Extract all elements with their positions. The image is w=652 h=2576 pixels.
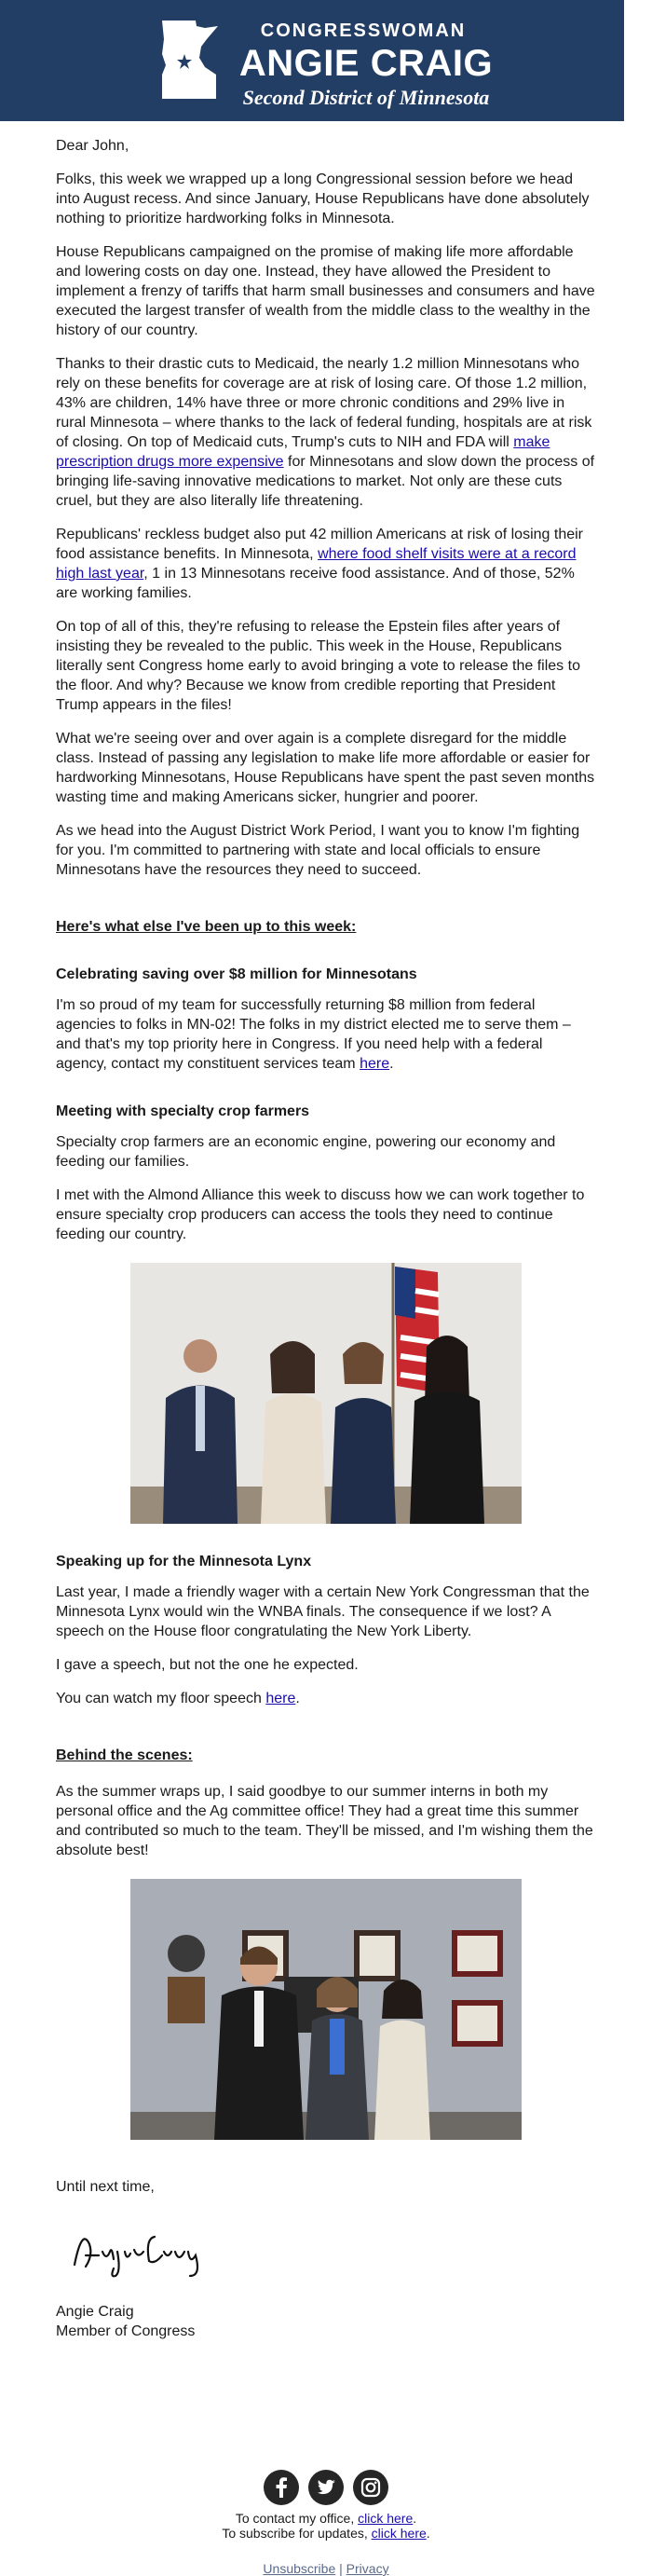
paragraph-medicaid xyxy=(56,354,596,511)
header-district: Second District of Minnesota xyxy=(242,86,490,109)
paragraph-savings xyxy=(56,995,596,1074)
update-heading: Here's what else I've been up to this week: xyxy=(56,919,357,935)
paragraph-text: . xyxy=(389,1056,394,1072)
contact-office-link[interactable]: click here xyxy=(358,2511,414,2526)
footer-text: . xyxy=(413,2511,417,2526)
section-title-savings: Celebrating saving over $8 million for Minnesotans xyxy=(56,966,417,982)
paragraph-lynx-2: I gave a speech, but not the one he expected. xyxy=(56,1657,359,1673)
subscribe-line xyxy=(0,2526,652,2541)
facebook-icon[interactable] xyxy=(264,2470,299,2505)
signature-title: Member of Congress xyxy=(56,2323,196,2339)
paragraph-epstein: On top of all of this, they're refusing to release the Epstein files after years of insisting they be revealed to the public. This week in the House, Republicans literally sent Congress home early to avoid bringing a vote to release the files to the floor. And why? Because we know from credible reporting that President Trump appears in the files! xyxy=(56,619,580,713)
privacy-link[interactable]: Privacy xyxy=(346,2561,389,2576)
paragraph-disregard: What we're seeing over and over again is a complete disregard for the middle class. Instead of passing any legislation to make life more affordable or easier for hardworking Minnesotans, House Republicans have spent the past seven months wasting time and making Americans sicker, hungrier and poorer. xyxy=(56,731,595,805)
footer xyxy=(0,2470,652,2576)
greeting: Dear John, xyxy=(56,138,129,154)
minnesota-state-icon xyxy=(158,19,224,101)
section-title-farmers: Meeting with specialty crop farmers xyxy=(56,1103,310,1119)
food-shelf-link[interactable]: where food shelf visits were at a record high last year xyxy=(56,546,577,582)
header-banner xyxy=(0,0,624,121)
paragraph-text: I'm so proud of my team for successfully returning $8 million from federal agencies to folks in MN-02! The folks in my district elected me to serve them – and that's my top priority here in Congress. If you need help with a federal agency, contact my constituent services team xyxy=(56,997,571,1072)
footer-text: . xyxy=(426,2526,430,2541)
paragraph-text: . xyxy=(295,1691,300,1706)
unsubscribe-link[interactable]: Unsubscribe xyxy=(263,2561,336,2576)
constituent-services-link[interactable]: here xyxy=(360,1056,390,1072)
prescription-drugs-link[interactable]: make prescription drugs more expensive xyxy=(56,434,550,470)
almond-alliance-photo xyxy=(130,1263,522,1524)
paragraph-text: for Minnesotans and slow down the process of bringing life-saving innovative medications to market. Not only are these cuts cruel, but they are also literally life threatening. xyxy=(56,454,595,509)
paragraph-work-period: As we head into the August District Work Period, I want you to know I'm fighting for you. I'm committed to partnering with state and local officials to ensure Minnesotans have the resources they need to succeed. xyxy=(56,823,580,878)
footer-text: To subscribe for updates, xyxy=(222,2526,372,2541)
paragraph-lynx-1: Last year, I made a friendly wager with a certain New York Congressman that the Minnesota Lynx would win the WNBA finals. The consequence if we lost? A speech on the House floor congratulating the New York Liberty. xyxy=(56,1584,590,1639)
email-body xyxy=(56,136,596,2341)
signoff: Until next time, xyxy=(56,2179,155,2195)
paragraph-farmers-1: Specialty crop farmers are an economic engine, powering our economy and feeding our families. xyxy=(56,1134,556,1170)
paragraph-farmers-2: I met with the Almond Alliance this week to discuss how we can work together to ensure specialty crop producers can access the tools they need to continue feeding our country. xyxy=(56,1187,585,1242)
signature-graphic xyxy=(65,2218,205,2280)
paragraph-lynx-3 xyxy=(56,1689,596,1708)
twitter-icon[interactable] xyxy=(308,2470,344,2505)
paragraph-text: Republicans' reckless budget also put 42 million Americans at risk of losing their food assistance benefits. In Minnesota, xyxy=(56,527,583,562)
signature-name: Angie Craig xyxy=(56,2304,134,2320)
section-title-lynx: Speaking up for the Minnesota Lynx xyxy=(56,1554,312,1569)
footer-text: To contact my office, xyxy=(235,2511,359,2526)
paragraph-text: You can watch my floor speech xyxy=(56,1691,266,1706)
subscribe-link[interactable]: click here xyxy=(371,2526,427,2541)
behind-heading: Behind the scenes: xyxy=(56,1747,193,1763)
social-links xyxy=(0,2470,652,2505)
paragraph-intro: Folks, this week we wrapped up a long Congressional session before we head into August recess. And since January, House Republicans have done absolutely nothing to prioritize hardworking folks in Minnesota. xyxy=(56,171,590,226)
contact-line xyxy=(0,2511,652,2526)
paragraph-interns: As the summer wraps up, I said goodbye to our summer interns in both my personal office and the Ag committee office! They had a great time this summer and contributed so much to the team. They'll be missed, and I'm wishing them the absolute best! xyxy=(56,1784,593,1858)
paragraph-affordability: House Republicans campaigned on the promise of making life more affordable and lowering costs on day one. Instead, they have allowed the President to implement a frenzy of tariffs that harm small businesses and consumers and have executed the largest transfer of wealth from the middle class to the wealthy in the history of our country. xyxy=(56,244,595,338)
header-name: ANGIE CRAIG xyxy=(238,43,494,84)
paragraph-food-assistance xyxy=(56,525,596,603)
paragraph-text: Thanks to their drastic cuts to Medicaid, the nearly 1.2 million Minnesotans who rely on these benefits for coverage are at risk of losing care. Of those 1.2 million, 43% are children, 14% have three or more chronic conditions and 29% live in rural Minnesota – where thanks to the lack of federal funding, hospitals are at risk of closing. On top of Medicaid cuts, Trump's cuts to NIH and FDA will xyxy=(56,356,592,450)
instagram-icon[interactable] xyxy=(353,2470,388,2505)
paragraph-text: , 1 in 13 Minnesotans receive food assistance. And of those, 52% are working families. xyxy=(56,566,575,601)
footer-separator: | xyxy=(339,2561,343,2576)
floor-speech-link[interactable]: here xyxy=(265,1691,296,1706)
header-title-line1: CONGRESSWOMAN xyxy=(260,21,467,41)
interns-photo xyxy=(130,1879,522,2140)
footer-links xyxy=(0,2561,652,2576)
